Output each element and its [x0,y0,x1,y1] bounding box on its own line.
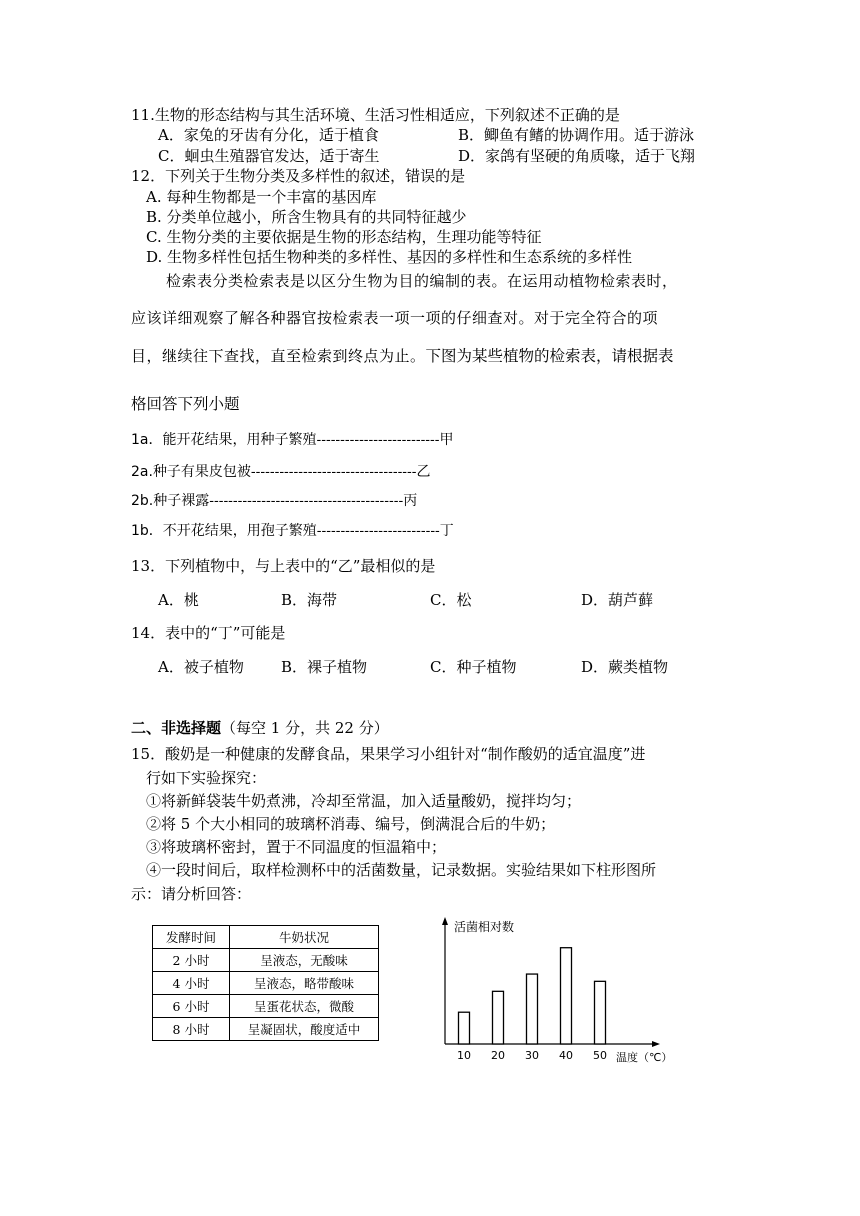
table-cell-time: 6 小时 [153,995,230,1018]
q14-option-d: D．蕨类植物 [581,658,669,676]
chart-tick-labels [457,1049,607,1062]
q15-step-5: 示：请分析回答： [131,885,252,903]
q15-stem-line-2: 行如下实验探究： [146,769,267,787]
table-cell-time: 2 小时 [153,949,230,972]
chart-x-tick-label: 20 [491,1049,505,1062]
key-code-1b: 1b． [131,523,163,539]
intro-line-2: 应该详细观察了解各种器官按检索表一项一项的仔细查对。对于完全符合的项 [131,309,659,327]
section-2-title: 二、非选择题 [131,719,222,737]
key-line-1b [131,521,454,541]
chart-y-axis-arrow [442,917,448,925]
intro-line-3b: 下图为某些植物的检索表，请根据表 [425,347,674,365]
section-2-heading [131,718,389,738]
fermentation-table [152,925,379,1041]
intro-line-3 [131,346,674,366]
q15-stem-line-1: 15．酸奶是一种健康的发酵食品，果果学习小组针对“制作酸奶的适宜温度”进 [131,745,646,763]
chart-bar [459,1012,470,1044]
q11-option-c: C．蛔虫生殖器官发达，适于寄生 [158,147,380,165]
table-cell-time: 8 小时 [153,1018,230,1041]
chart-x-tick-label: 10 [457,1049,471,1062]
q11-option-a: A．家兔的牙齿有分化，适于植食 [158,126,379,144]
key-text-2b: 种子裸露-----------------------------------------丙 [153,493,418,509]
bacteria-temperature-bar-chart [420,905,710,1075]
q14-option-b: B．裸子植物 [281,658,368,676]
table-cell-time: 4 小时 [153,972,230,995]
chart-axes [442,917,660,1047]
q13-stem: 13．下列植物中，与上表中的“乙”最相似的是 [131,557,436,575]
chart-x-axis-arrow [652,1041,660,1047]
key-text-1b: 不开花结果，用孢子繁殖--------------------------丁 [162,523,454,539]
key-line-2a [131,462,431,482]
chart-ylabel: 活菌相对数 [454,920,515,934]
table-header-status: 牛奶状况 [230,926,379,949]
q12-stem: 12．下列关于生物分类及多样性的叙述，错误的是 [131,167,466,185]
chart-x-tick-label: 30 [525,1049,539,1062]
q12-option-a: A. 每种生物都是一个丰富的基因库 [146,188,377,206]
chart-bar [595,981,606,1044]
table-header-time: 发酵时间 [153,926,230,949]
q12-option-c: C. 生物分类的主要依据是生物的形态结构，生理功能等特征 [146,228,542,246]
q15-step-2: ②将 5 个大小相同的玻璃杯消毒、编号，倒满混合后的牛奶； [146,815,556,833]
key-code-1a: 1a． [131,432,163,448]
table-row [153,949,379,972]
q12-option-d: D. 生物多样性包括生物种类的多样性、基因的多样性和生态系统的多样性 [146,248,633,266]
table-cell-status: 呈液态，略带酸味 [230,972,379,995]
table-cell-status: 呈液态，无酸味 [230,949,379,972]
key-code-2a: 2a. [131,464,153,480]
q15-step-3: ③将玻璃杯密封，置于不同温度的恒温箱中； [146,838,447,856]
chart-bar [493,991,504,1044]
table-row [153,972,379,995]
q14-stem: 14．表中的“丁”可能是 [131,624,286,642]
key-code-2b: 2b. [131,493,154,509]
key-text-1a: 能开花结果，用种子繁殖--------------------------甲 [162,432,454,448]
table-row [153,1018,379,1041]
chart-x-tick-label: 50 [593,1049,607,1062]
key-line-2b [131,491,417,511]
table-cell-status: 呈蛋花状态，微酸 [230,995,379,1018]
intro-line-4: 格回答下列小题 [131,395,240,413]
q13-option-b: B．海带 [281,591,338,609]
q12-option-b: B. 分类单位越小，所含生物具有的共同特征越少 [146,208,467,226]
q13-option-c: C．松 [430,591,472,609]
table-cell-status: 呈凝固状，酸度适中 [230,1018,379,1041]
chart-x-tick-label: 40 [559,1049,573,1062]
q11-option-b: B．鲫鱼有鳍的协调作用。适于游泳 [458,126,695,144]
q11-option-d: D．家鸽有坚硬的角质喙，适于飞翔 [458,147,696,165]
key-line-1a [131,430,454,450]
intro-line-3a: 目，继续往下查找，直至检索到终点为止。 [131,347,426,365]
q11-stem: 11.生物的形态结构与其生活环境、生活习性相适应，下列叙述不正确的是 [131,106,620,124]
table-row [153,995,379,1018]
q14-option-a: A．被子植物 [158,658,244,676]
chart-bar [527,974,538,1044]
q15-step-1: ①将新鲜袋装牛奶煮沸，冷却至常温，加入适量酸奶，搅拌均匀； [146,792,582,810]
q14-option-c: C．种子植物 [430,658,517,676]
q13-option-a: A．桃 [158,591,199,609]
q13-option-d: D．葫芦藓 [581,591,654,609]
chart-bars [459,948,606,1044]
chart-xlabel: 温度（℃） [616,1051,673,1064]
chart-bar [561,948,572,1044]
table-header-row [153,926,379,949]
key-text-2a: 种子有果皮包被-----------------------------------乙 [152,464,431,480]
section-2-note: （每空 1 分，共 22 分） [221,719,389,737]
q15-step-4: ④一段时间后，取样检测杯中的活菌数量，记录数据。实验结果如下柱形图所 [146,861,657,879]
intro-line-1: 检索表分类检索表是以区分生物为目的编制的表。在运用动植物检索表时， [166,272,678,290]
